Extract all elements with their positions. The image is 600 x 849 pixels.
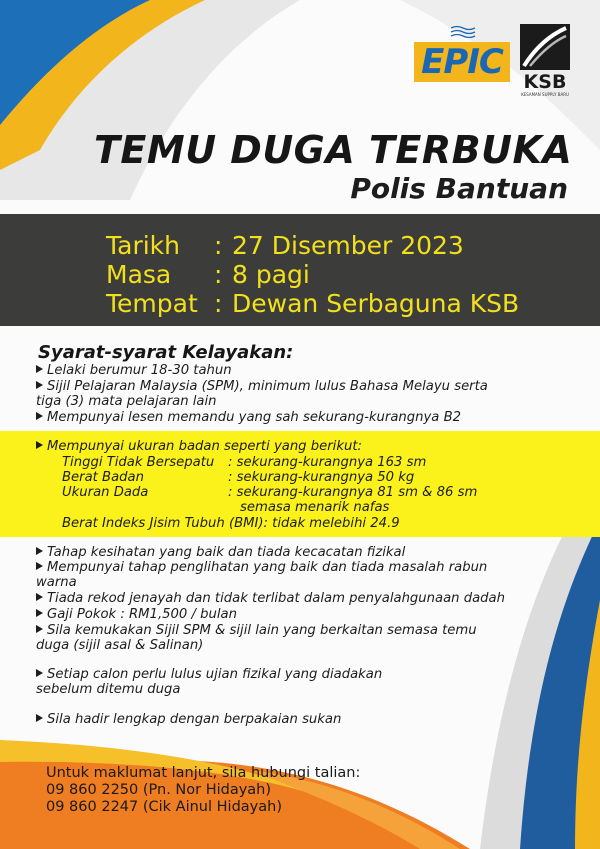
requirement-item-documents: Sila kemukakan Sijil SPM & sijil lain yang berkaitan semasa temu [36, 624, 566, 639]
event-place-separator: : [214, 289, 223, 318]
bullet-triangle-icon [36, 441, 43, 449]
event-time-separator: : [214, 260, 223, 289]
event-date-value: 27 Disember 2023 [232, 231, 464, 260]
bullet-triangle-icon [36, 547, 43, 555]
bullet-triangle-icon [36, 412, 43, 420]
event-place-label: Tempat [106, 289, 198, 318]
event-date-label: Tarikh [106, 231, 180, 260]
requirement-item-license: Mempunyai lesen memandu yang sah sekurang-kurangnya B2 [36, 411, 566, 426]
bullet-triangle-icon [36, 609, 43, 617]
bullet-triangle-icon [36, 381, 43, 389]
requirement-item-salary: Gaji Pokok : RM1,500 / bulan [36, 608, 566, 623]
contact-phone-2[interactable]: 09 860 2247 (Cik Ainul Hidayah) [46, 799, 282, 815]
poster-title: TEMU DUGA TERBUKA [94, 128, 573, 172]
requirement-item-physical-test-cont: sebelum ditemu duga [36, 682, 181, 697]
poster-subtitle: Polis Bantuan [350, 172, 568, 205]
event-time-label: Masa [106, 260, 172, 289]
ksb-logo-subtext: KESAMAN SUPPLY BARU [521, 92, 569, 97]
requirement-item-record: Tiada rekod jenayah dan tidak terlibat dalam penyalahgunaan dadah [36, 592, 566, 607]
requirement-item-body-measure: Mempunyai ukuran badan seperti yang berikut: [36, 440, 566, 455]
epic-logo-text: EPIC [421, 42, 503, 82]
bullet-triangle-icon [36, 365, 43, 373]
requirement-item-vision-cont: warna [36, 575, 77, 590]
bullet-triangle-icon [36, 593, 43, 601]
requirement-item-vision: Mempunyai tahap penglihatan yang baik dan tiada masalah rabun [36, 561, 566, 576]
requirement-item-physical-test: Setiap calon perlu lulus ujian fizikal yang diadakan [36, 668, 566, 683]
contact-phone-1[interactable]: 09 860 2250 (Pn. Nor Hidayah) [46, 782, 272, 798]
bullet-triangle-icon [36, 669, 43, 677]
measure-chest-note: semasa menarik nafas [240, 500, 390, 515]
requirements-heading: Syarat-syarat Kelayakan: [38, 342, 294, 363]
event-place-value: Dewan Serbaguna KSB [232, 289, 520, 318]
event-date-separator: : [214, 231, 223, 260]
bullet-triangle-icon [36, 714, 43, 722]
event-time-value: 8 pagi [232, 260, 310, 289]
measure-row-height: Tinggi Tidak Bersepatu : sekurang-kurangnya 163 sm [62, 455, 427, 470]
requirement-item-documents-cont: duga (sijil asal & Salinan) [36, 638, 204, 653]
bullet-triangle-icon [36, 562, 43, 570]
requirement-item-attire: Sila hadir lengkap dengan berpakaian sukan [36, 713, 566, 728]
requirement-item-spm-cont: tiga (3) mata pelajaran lain [36, 394, 217, 409]
measure-row-chest: Ukuran Dada : sekurang-kurangnya 81 sm & 86 sm [62, 485, 478, 500]
requirement-item-age: Lelaki berumur 18-30 tahun [36, 364, 566, 379]
measure-row-weight: Berat Badan : sekurang-kurangnya 50 kg [62, 470, 415, 485]
ksb-logo-text: KSB [523, 71, 567, 93]
requirement-item-spm: Sijil Pelajaran Malaysia (SPM), minimum lulus Bahasa Melayu serta [36, 380, 566, 395]
bullet-triangle-icon [36, 625, 43, 633]
contact-intro: Untuk maklumat lanjut, sila hubungi talian: [46, 765, 361, 781]
requirement-item-health: Tahap kesihatan yang baik dan tiada kecacatan fizikal [36, 546, 566, 561]
measure-row-bmi: Berat Indeks Jisim Tubuh (BMI): tidak melebihi 24.9 [62, 516, 400, 531]
